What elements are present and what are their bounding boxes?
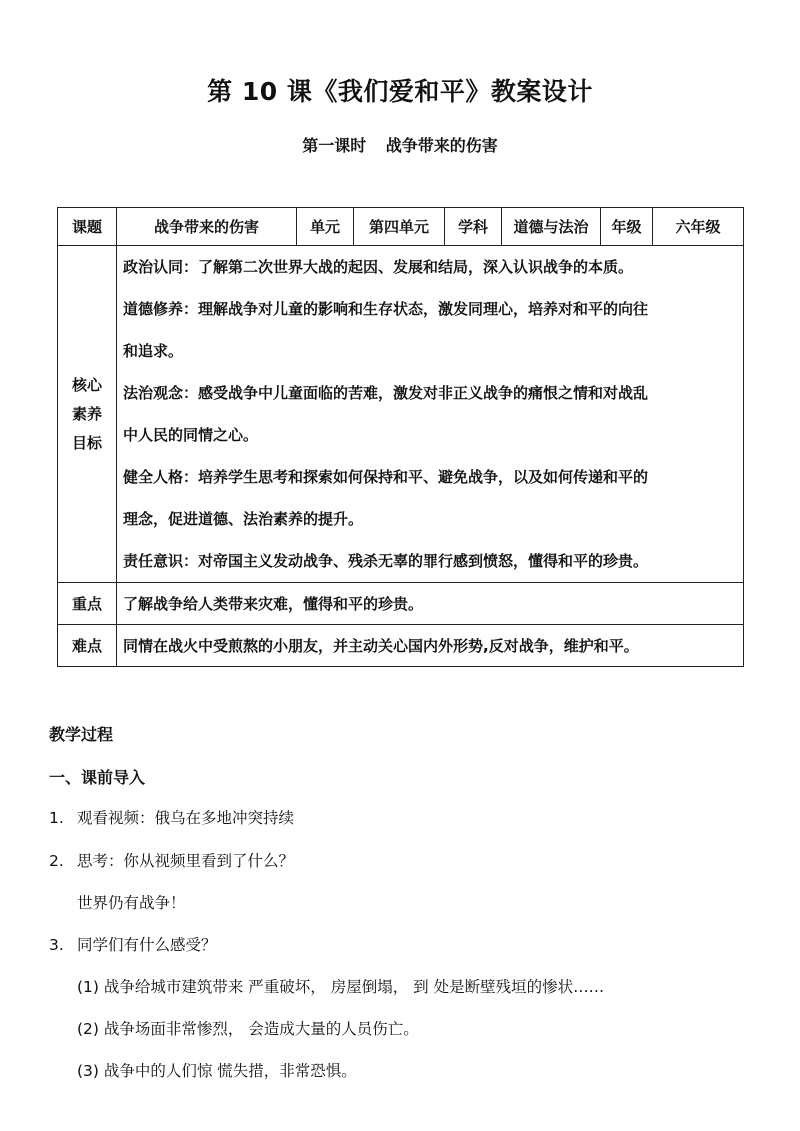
list-number: 1.	[49, 809, 64, 827]
sub-list-item: (3) 战争中的人们惊 慌失措，非常恐惧。	[77, 1062, 357, 1080]
grade-value: 六年级	[653, 208, 744, 246]
table-header-row	[58, 208, 744, 246]
topic-label: 课题	[58, 208, 117, 246]
sub-list-item: (2) 战争场面非常惨烈， 会造成大量的人员伤亡。	[77, 1020, 419, 1038]
core-goal-line: 政治认同：了解第二次世界大战的起因、发展和结局，深入认识战争的本质。	[123, 258, 634, 276]
subject-value: 道德与法治	[502, 208, 601, 246]
core-goal-line: 健全人格：培养学生思考和探索如何保持和平、避免战争，以及如何传递和平的	[123, 468, 649, 486]
core-goals-row	[58, 246, 744, 583]
topic-value: 战争带来的伤害	[117, 208, 297, 246]
core-goal-line: 责任意识：对帝国主义发动战争、残杀无辜的罪行感到愤怒，懂得和平的珍贵。	[123, 552, 649, 570]
core-goal-line: 和追求。	[123, 342, 184, 360]
core-goal-line: 道德修养：理解战争对儿童的影响和生存状态，激发同理心，培养对和平的向往	[123, 300, 649, 318]
core-label-line: 素养	[71, 404, 102, 423]
document-title: 第 10 课《我们爱和平》教案设计	[207, 77, 593, 106]
core-label-line: 核心	[71, 375, 102, 394]
core-goal-line: 理念，促进道德、法治素养的提升。	[123, 510, 364, 528]
list-item-answer	[77, 891, 186, 913]
list-item	[49, 933, 217, 955]
difficulty-label: 难点	[58, 625, 117, 667]
core-label-line: 目标	[71, 433, 102, 452]
list-text: 同学们有什么感受？	[77, 936, 217, 954]
core-goal-line: 中人民的同情之心。	[123, 426, 259, 444]
key-point-text: 了解战争给人类带来灾难，懂得和平的珍贵。	[117, 583, 744, 625]
lesson-info-table	[57, 207, 744, 667]
sub-list-item: (1) 战争给城市建筑带来 严重破坏， 房屋倒塌， 到 处是断壁残垣的惨状……	[77, 978, 605, 996]
core-goals-label	[58, 246, 117, 583]
core-goal-line: 法治观念：感受战争中儿童面临的苦难，激发对非正义战争的痛恨之情和对战乱	[123, 384, 649, 402]
list-number: 2.	[49, 852, 64, 870]
list-number: 3.	[49, 936, 64, 954]
key-point-label: 重点	[58, 583, 117, 625]
list-item	[49, 806, 294, 828]
grade-label: 年级	[601, 208, 653, 246]
subject-label: 学科	[445, 208, 502, 246]
difficulty-row	[58, 625, 744, 667]
list-text: 思考：你从视频里看到了什么？	[77, 852, 295, 870]
unit-label: 单元	[297, 208, 354, 246]
key-point-row	[58, 583, 744, 625]
process-heading: 教学过程	[49, 725, 114, 744]
unit-value: 第四单元	[354, 208, 445, 246]
list-item	[49, 849, 294, 871]
section-heading: 一、课前导入	[49, 768, 146, 787]
difficulty-text: 同情在战火中受煎熬的小朋友，并主动关心国内外形势,反对战争，维护和平。	[117, 625, 744, 667]
list-text: 世界仍有战争！	[77, 894, 186, 912]
list-text: 观看视频：俄乌在多地冲突持续	[77, 809, 295, 827]
core-goals-text	[117, 246, 744, 583]
document-subtitle: 第一课时 战争带来的伤害	[302, 136, 498, 155]
